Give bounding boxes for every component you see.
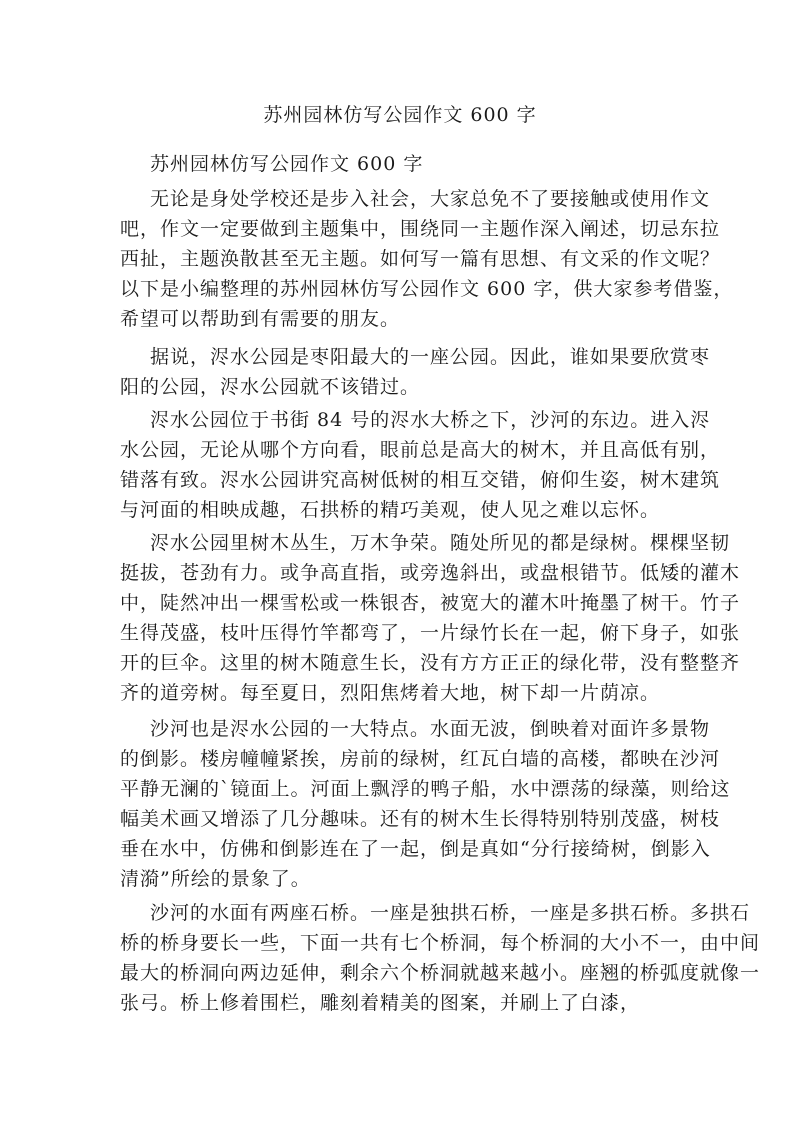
paragraph-line: 最大的桥洞向两边延伸，剩余六个桥洞就越来越小。座翘的桥弧度就像一 (120, 962, 761, 984)
paragraph-park-location (120, 405, 720, 525)
paragraph-line: 的倒影。楼房幢幢紧挨，房前的绿树，红瓦白墙的高楼，都映在沙河 (120, 748, 721, 770)
paragraph-line: 吧，作文一定要做到主题集中，围绕同一主题作深入阐述，切忌东拉 (120, 218, 721, 240)
paragraph-line: 水公园，无论从哪个方向看，眼前总是高大的树木，并且高低有别， (120, 439, 721, 461)
paragraph-river (120, 714, 731, 894)
paragraph-line: 平静无澜的`镜面上。河面上飘浮的鸭子船，水中漂荡的绿藻，则给这 (120, 778, 731, 800)
paragraph-trees (120, 528, 740, 708)
paragraph-line: 张弓。桥上修着围栏，雕刻着精美的图案，并刷上了白漆， (120, 992, 641, 1014)
document-title: 苏州园林仿写公园作文 600 字 (263, 104, 537, 126)
paragraph-line: 无论是身处学校还是步入社会，大家总免不了要接触或使用作文 (150, 188, 711, 210)
paragraph-line: 开的巨伞。这里的树木随意生长，没有方方正正的绿化带，没有整整齐 (120, 652, 741, 674)
paragraph-line: 与河面的相映成趣，石拱桥的精巧美观，使人见之难以忘怀。 (120, 499, 661, 521)
paragraph-line: 生得茂盛，枝叶压得竹竿都弯了，一片绿竹长在一起，俯下身子，如张 (120, 622, 741, 644)
paragraph-line: 西扯，主题涣散甚至无主题。如何写一篇有思想、有文采的作文呢？ (120, 248, 721, 270)
paragraph-line: 清漪”所绘的景象了。 (120, 868, 311, 890)
paragraph-line: 浕水公园里树木丛生，万木争荣。随处所见的都是绿树。棵棵坚韧 (150, 532, 731, 554)
paragraph-line: 挺拔，苍劲有力。或争高直指，或旁逸斜出，或盘根错节。低矮的灌木 (120, 562, 741, 584)
paragraph-line: 希望可以帮助到有需要的朋友。 (120, 308, 401, 330)
paragraph-line: 齐的道旁树。每至夏日，烈阳焦烤着大地，树下却一片荫凉。 (120, 682, 661, 704)
paragraph-line: 阳的公园，浕水公园就不该错过。 (120, 376, 421, 398)
paragraph-line: 沙河也是浕水公园的一大特点。水面无波，倒映着对面许多景物 (150, 718, 711, 740)
paragraph-line: 据说，浕水公园是枣阳最大的一座公园。因此，谁如果要欣赏枣 (150, 346, 711, 368)
paragraph-line: 幅美术画又增添了几分趣味。还有的树木生长得特别特别茂盛，树枝 (120, 808, 721, 830)
paragraph-bridges (120, 898, 760, 1018)
paragraph-park-intro (120, 342, 710, 402)
paragraph-line: 错落有致。浕水公园讲究高树低树的相互交错，俯仰生姿，树木建筑 (120, 469, 721, 491)
paragraph-intro (120, 184, 733, 334)
paragraph-line: 桥的桥身要长一些，下面一共有七个桥洞，每个桥洞的大小不一，由中间 (120, 932, 761, 954)
paragraph-line: 沙河的水面有两座石桥。一座是独拱石桥，一座是多拱石桥。多拱石 (150, 902, 751, 924)
paragraph-line: 浕水公园位于书街 84 号的浕水大桥之下，沙河的东边。进入浕 (150, 409, 711, 431)
document-subtitle: 苏州园林仿写公园作文 600 字 (150, 153, 424, 175)
paragraph-line: 以下是小编整理的苏州园林仿写公园作文 600 字，供大家参考借鉴， (120, 278, 734, 300)
paragraph-line: 垂在水中，仿佛和倒影连在了一起，倒是真如“分行接绮树，倒影入 (120, 838, 711, 860)
paragraph-line: 中，陡然冲出一棵雪松或一株银杏，被宽大的灌木叶掩墨了树干。竹子 (120, 592, 741, 614)
